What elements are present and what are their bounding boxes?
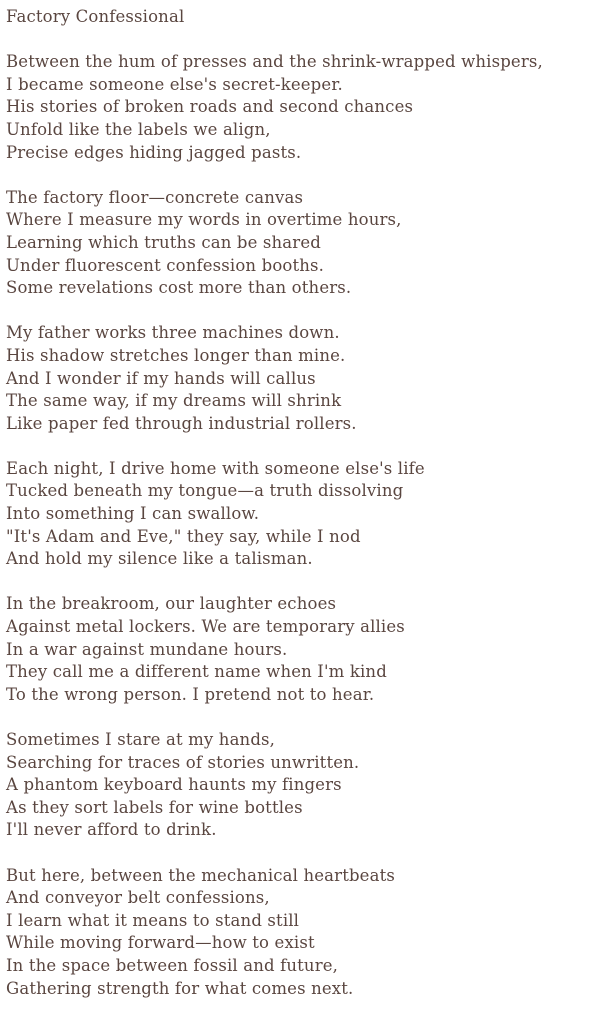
poem-line: And conveyor belt confessions, bbox=[6, 888, 270, 908]
poem-line: As they sort labels for wine bottles bbox=[6, 797, 303, 817]
poem-line: While moving forward—how to exist bbox=[6, 933, 315, 953]
poem-line: I learn what it means to stand still bbox=[6, 910, 300, 930]
poem-line: Where I measure my words in overtime hours, bbox=[6, 210, 402, 230]
stanza-1 bbox=[6, 51, 586, 164]
poem-line: I became someone else's secret-keeper. bbox=[6, 74, 343, 94]
stanza-5 bbox=[6, 593, 586, 706]
poem-line: Searching for traces of stories unwritten. bbox=[6, 752, 360, 772]
poem-line: And I wonder if my hands will callus bbox=[6, 368, 316, 388]
poem-document bbox=[6, 6, 586, 1023]
poem-line: They call me a different name when I'm kind bbox=[6, 662, 387, 682]
poem-line: A phantom keyboard haunts my fingers bbox=[6, 775, 342, 795]
poem-line: His shadow stretches longer than mine. bbox=[6, 345, 346, 365]
poem-line: In the breakroom, our laughter echoes bbox=[6, 594, 337, 614]
poem-line: Learning which truths can be shared bbox=[6, 232, 321, 252]
poem-line: Tucked beneath my tongue—a truth dissolving bbox=[6, 481, 404, 501]
stanza-3 bbox=[6, 322, 586, 435]
poem-line: Some revelations cost more than others. bbox=[6, 278, 352, 298]
poem-line: Under fluorescent confession booths. bbox=[6, 255, 325, 275]
poem-line: In the space between fossil and future, bbox=[6, 955, 339, 975]
poem-line: Like paper fed through industrial rollers. bbox=[6, 413, 357, 433]
poem-line: I'll never afford to drink. bbox=[6, 820, 217, 840]
stanza-4 bbox=[6, 458, 586, 571]
poem-line: Precise edges hiding jagged pasts. bbox=[6, 142, 302, 162]
poem-line: Unfold like the labels we align, bbox=[6, 119, 271, 139]
poem-line: But here, between the mechanical heartbeats bbox=[6, 865, 395, 885]
poem-line: My father works three machines down. bbox=[6, 323, 340, 343]
poem-title: Factory Confessional bbox=[6, 7, 185, 26]
poem-line: Sometimes I stare at my hands, bbox=[6, 730, 276, 749]
poem-line: In a war against mundane hours. bbox=[6, 639, 288, 659]
stanza-7 bbox=[6, 865, 586, 1001]
stanza-6 bbox=[6, 729, 586, 842]
poem-line: Against metal lockers. We are temporary allies bbox=[6, 617, 405, 637]
poem-line: Between the hum of presses and the shrink-wrapped whispers, bbox=[6, 52, 543, 72]
poem-line: His stories of broken roads and second chances bbox=[6, 97, 414, 117]
poem-line: "It's Adam and Eve," they say, while I nod bbox=[6, 526, 361, 546]
poem-line: The same way, if my dreams will shrink bbox=[6, 391, 342, 411]
poem-line: And hold my silence like a talisman. bbox=[6, 549, 313, 569]
poem-line: Into something I can swallow. bbox=[6, 504, 260, 524]
poem-line: Gathering strength for what comes next. bbox=[6, 978, 354, 998]
poem-line: To the wrong person. I pretend not to hear. bbox=[6, 684, 375, 704]
poem-line: Each night, I drive home with someone else's life bbox=[6, 458, 425, 478]
poem-line: The factory floor—concrete canvas bbox=[6, 187, 304, 207]
stanza-2 bbox=[6, 187, 586, 300]
